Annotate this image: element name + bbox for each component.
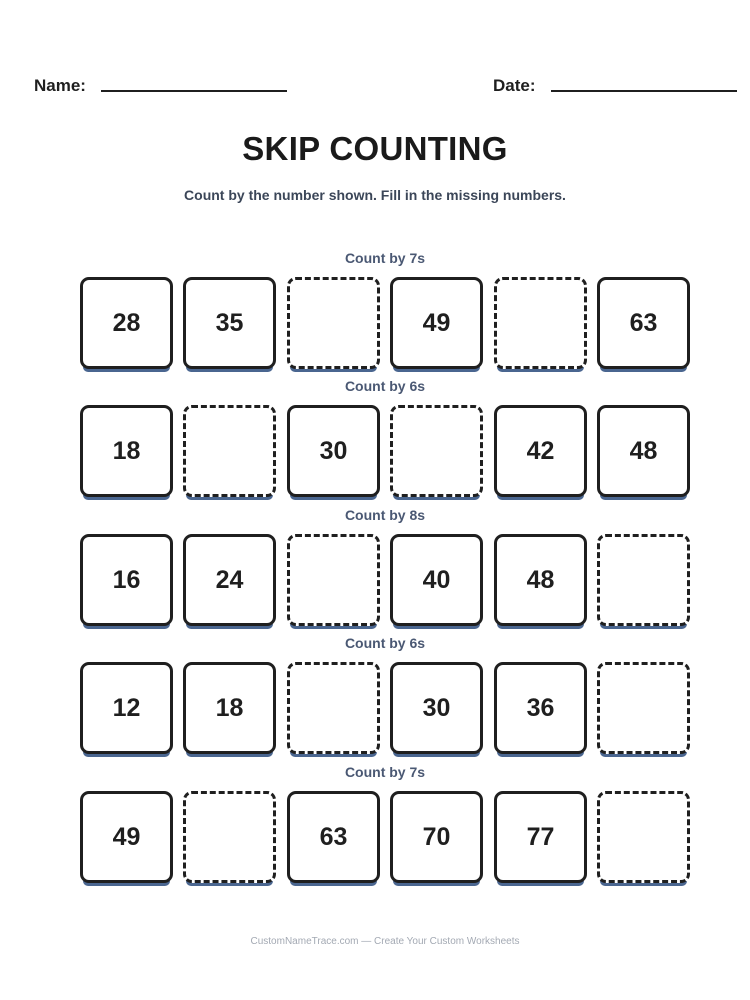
- number-box: [494, 791, 587, 886]
- page-title: SKIP COUNTING: [242, 130, 508, 167]
- box-number: 63: [629, 308, 658, 337]
- date-label: Date:: [493, 76, 536, 95]
- number-box: [390, 534, 483, 629]
- name-label: Name:: [34, 76, 86, 95]
- number-row: [0, 405, 750, 500]
- row-label: Count by 6s: [344, 378, 426, 394]
- box-number: 63: [319, 822, 348, 851]
- box-number: 18: [112, 436, 141, 465]
- number-box: [183, 277, 276, 372]
- box-number: [183, 405, 276, 497]
- box-number: [287, 277, 380, 369]
- blank-answer-box[interactable]: [597, 662, 690, 757]
- box-number: 48: [526, 565, 555, 594]
- box-number: 16: [112, 565, 141, 594]
- blank-answer-box[interactable]: [287, 277, 380, 372]
- number-box: [183, 662, 276, 757]
- box-number: 30: [422, 693, 451, 722]
- blank-answer-box[interactable]: [287, 662, 380, 757]
- number-box: [597, 405, 690, 500]
- number-row: [0, 791, 750, 886]
- box-number: [183, 791, 276, 883]
- number-box: [494, 534, 587, 629]
- box-number: [597, 662, 690, 754]
- box-number: 77: [526, 822, 555, 851]
- box-number: 49: [422, 308, 451, 337]
- box-number: [287, 534, 380, 626]
- blank-answer-box[interactable]: [183, 791, 276, 886]
- number-row: [0, 534, 750, 629]
- box-number: 48: [629, 436, 658, 465]
- row-label: Count by 7s: [344, 250, 426, 266]
- footer-text: CustomNameTrace.com — Create Your Custom Worksheets: [250, 936, 520, 947]
- box-number: 30: [319, 436, 348, 465]
- box-number: 36: [526, 693, 555, 722]
- date-line[interactable]: [551, 90, 737, 92]
- number-box: [390, 791, 483, 886]
- box-number: 18: [215, 693, 244, 722]
- box-number: 24: [215, 565, 244, 594]
- box-number: 49: [112, 822, 141, 851]
- number-box: [80, 405, 173, 500]
- blank-answer-box[interactable]: [183, 405, 276, 500]
- box-number: [287, 662, 380, 754]
- name-line[interactable]: [101, 90, 287, 92]
- box-number: 28: [112, 308, 141, 337]
- number-box: [494, 405, 587, 500]
- instructions: Count by the number shown. Fill in the missing numbers.: [184, 187, 566, 203]
- number-box: [390, 662, 483, 757]
- box-number: 35: [215, 308, 244, 337]
- number-box: [80, 534, 173, 629]
- number-box: [80, 277, 173, 372]
- box-number: 40: [422, 565, 451, 594]
- box-number: 70: [422, 822, 451, 851]
- box-number: [390, 405, 483, 497]
- box-number: 42: [526, 436, 555, 465]
- blank-answer-box[interactable]: [287, 534, 380, 629]
- blank-answer-box[interactable]: [390, 405, 483, 500]
- number-box: [494, 662, 587, 757]
- row-label: Count by 8s: [344, 507, 426, 523]
- box-number: [494, 277, 587, 369]
- number-row: [0, 662, 750, 757]
- number-row: [0, 277, 750, 372]
- number-box: [390, 277, 483, 372]
- row-label: Count by 7s: [344, 764, 426, 780]
- number-box: [183, 534, 276, 629]
- number-box: [80, 662, 173, 757]
- box-number: 12: [112, 693, 141, 722]
- blank-answer-box[interactable]: [494, 277, 587, 372]
- number-box: [287, 405, 380, 500]
- number-box: [597, 277, 690, 372]
- row-label: Count by 6s: [344, 635, 426, 651]
- box-number: [597, 534, 690, 626]
- blank-answer-box[interactable]: [597, 791, 690, 886]
- number-box: [287, 791, 380, 886]
- box-number: [597, 791, 690, 883]
- blank-answer-box[interactable]: [597, 534, 690, 629]
- number-box: [80, 791, 173, 886]
